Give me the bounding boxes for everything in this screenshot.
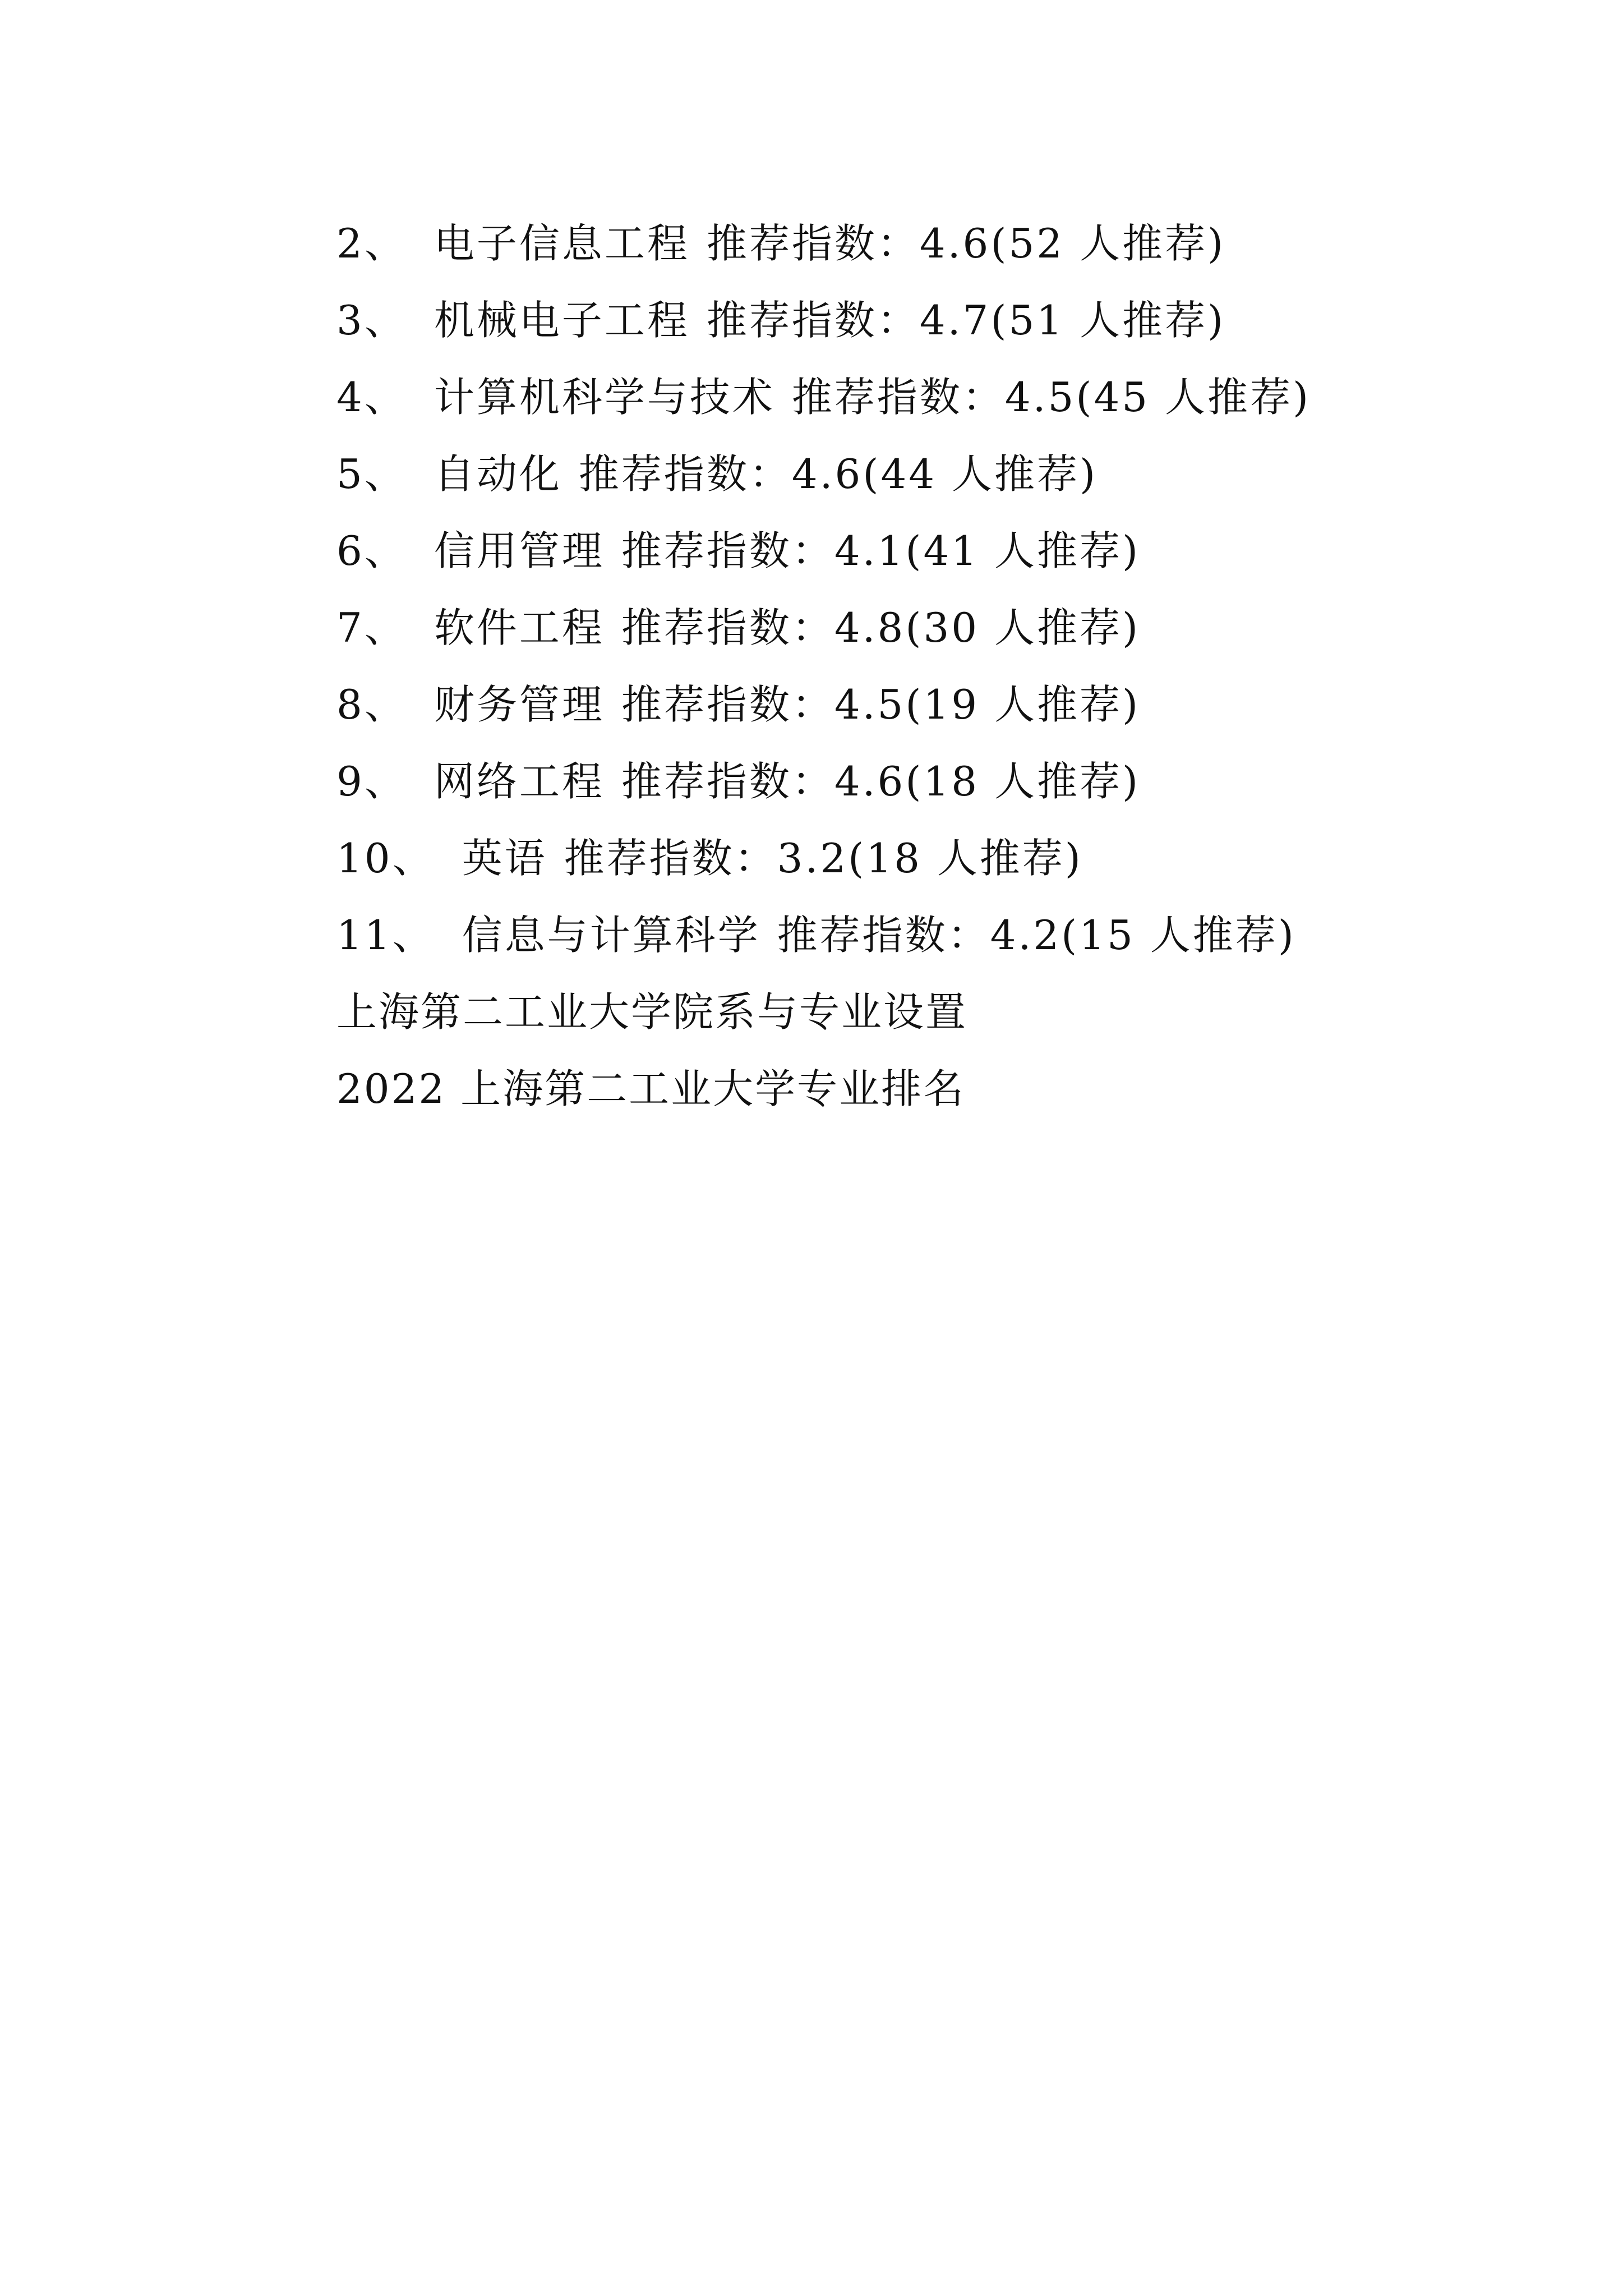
ranking-item: [336, 666, 1514, 743]
rating-label: 推荐指数：: [621, 681, 834, 728]
rating-value: 4.5: [834, 681, 906, 728]
major-name: 英语: [462, 835, 547, 882]
recommend-count: (41 人推荐): [905, 527, 1141, 574]
rating-value: 4.5: [1004, 374, 1076, 421]
item-index: 6、: [336, 527, 407, 574]
recommend-count: (30 人推荐): [905, 604, 1141, 651]
item-index: 5、: [336, 450, 407, 498]
item-index: 9、: [336, 758, 407, 805]
major-name: 自动化: [434, 450, 562, 498]
rating-label: 推荐指数：: [621, 604, 834, 651]
rating-value: 4.6: [791, 450, 863, 498]
ranking-item: [336, 743, 1514, 820]
item-index: 4、: [336, 374, 407, 421]
major-name: 网络工程: [434, 758, 605, 805]
rating-value: 4.7: [919, 297, 991, 344]
rating-label: 推荐指数：: [578, 450, 792, 498]
major-name: 电子信息工程: [434, 220, 690, 267]
item-index: 10、: [336, 835, 435, 882]
rating-value: 4.6: [834, 758, 906, 805]
item-index: 2、: [336, 220, 407, 267]
ranking-item: [336, 359, 1514, 436]
ranking-item: [336, 205, 1514, 282]
item-index: 7、: [336, 604, 407, 651]
rating-value: 4.2: [990, 912, 1062, 959]
related-title: 上海第二工业大学院系与专业设置: [336, 988, 968, 1036]
rating-value: 3.2: [777, 835, 849, 882]
item-index: 8、: [336, 681, 407, 728]
recommend-count: (44 人推荐): [863, 450, 1098, 498]
rating-label: 推荐指数：: [706, 297, 920, 344]
rating-label: 推荐指数：: [706, 220, 920, 267]
ranking-item: [336, 590, 1514, 666]
major-name: 财务管理: [434, 681, 605, 728]
item-index: 11、: [336, 912, 435, 959]
major-name: 信用管理: [434, 527, 605, 574]
rating-label: 推荐指数：: [621, 758, 834, 805]
document-page: [336, 205, 1514, 1128]
recommend-count: (15 人推荐): [1061, 912, 1296, 959]
rating-label: 推荐指数：: [791, 374, 1005, 421]
major-name: 机械电子工程: [434, 297, 690, 344]
major-name: 软件工程: [434, 604, 605, 651]
rating-value: 4.8: [834, 604, 906, 651]
major-name: 计算机科学与技术: [434, 374, 775, 421]
recommend-count: (18 人推荐): [905, 758, 1141, 805]
related-title: 2022 上海第二工业大学专业排名: [336, 1065, 966, 1112]
recommend-count: (19 人推荐): [905, 681, 1141, 728]
recommend-count: (18 人推荐): [848, 835, 1083, 882]
recommend-count: (52 人推荐): [990, 220, 1226, 267]
ranking-item: [336, 436, 1514, 513]
rating-value: 4.1: [834, 527, 906, 574]
rating-label: 推荐指数：: [621, 527, 834, 574]
rating-label: 推荐指数：: [777, 912, 990, 959]
recommend-count: (45 人推荐): [1076, 374, 1311, 421]
rating-label: 推荐指数：: [564, 835, 777, 882]
ranking-item: [336, 897, 1514, 974]
recommend-count: (51 人推荐): [990, 297, 1226, 344]
ranking-item: [336, 820, 1514, 897]
major-name: 信息与计算科学: [462, 912, 760, 959]
item-index: 3、: [336, 297, 407, 344]
rating-value: 4.6: [919, 220, 991, 267]
ranking-item: [336, 282, 1514, 359]
ranking-item: [336, 513, 1514, 590]
